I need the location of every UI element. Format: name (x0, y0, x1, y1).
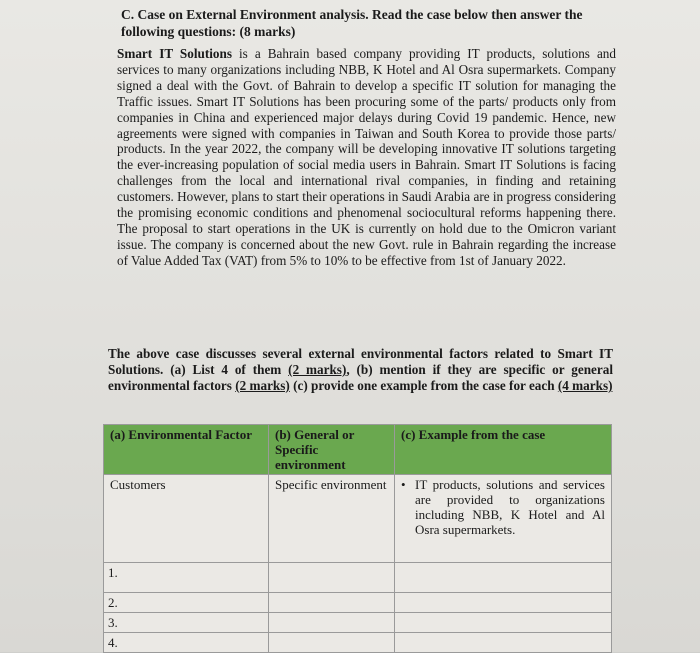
header-example: (c) Example from the case (395, 425, 612, 475)
row-example-cell[interactable] (395, 613, 612, 633)
answer-table (103, 424, 612, 653)
example-factor: Customers (104, 475, 269, 563)
question-title: C. Case on External Environment analysis. Read the case below then answer the following questions: (8 marks) (121, 7, 583, 39)
marks-c: (4 marks) (557, 378, 613, 393)
table-row (104, 613, 612, 633)
table-row (104, 633, 612, 653)
table-row (104, 593, 612, 613)
example-cell (395, 475, 612, 563)
row-example-cell[interactable] (395, 563, 612, 593)
instructions (108, 346, 613, 394)
instructions-part-2: , (b) mention if they are specific or general environmental factors (108, 362, 614, 393)
table-row (104, 563, 612, 593)
example-row (104, 475, 612, 563)
company-name: Smart IT Solutions (117, 46, 232, 61)
row-type-cell[interactable] (269, 633, 395, 653)
row-type-cell[interactable] (269, 593, 395, 613)
marks-a: (2 marks) (288, 362, 347, 377)
bullet-icon: • (401, 477, 406, 492)
header-general-or-specific: (b) General or Specific environment (269, 425, 395, 475)
example-text: IT products, solutions and services are provided to organizations including NBB, K Hotel and Al Osra supermarkets. (415, 477, 605, 537)
instructions-part-1: The above case discusses several external environmental factors related to Smart IT Solutions. (a) List 4 of them (108, 346, 613, 377)
row-number: 3. (104, 613, 269, 633)
row-type-cell[interactable] (269, 613, 395, 633)
row-number: 2. (104, 593, 269, 613)
marks-b: (2 marks) (235, 378, 290, 393)
case-paragraph (117, 46, 616, 269)
row-number: 4. (104, 633, 269, 653)
instructions-part-3: (c) provide one example from the case for each (289, 378, 558, 393)
row-number: 1. (104, 563, 269, 593)
case-body: is a Bahrain based company providing IT products, solutions and services to many organizations including NBB, K Hotel and Al Osra supermarkets. Company signed a deal with the Govt. of Bahrain to develop a specific IT solution for managing the Traffic issues. Smart IT Solutions has been procuring some of the parts/ products only from companies in China and experienced major delays during Covid 19 pandemic. Hence, new agreements were signed with companies in Taiwan and South Korea to provide those parts/ products. In the year 2022, the company will be developing innovative IT solutions targeting the ever-increasing population of social media users in Bahrain. Smart IT Solutions is facing challenges from the local and international rival companies, in finding and retaining customers. However, plans to start their operations in Saudi Arabia are in progress considering the promising economic conditions and phenomenal sociocultural reforms happening there. The proposal to start operations in the UK is currently on hold due to the Omicron variant issue. The company is concerned about the new Govt. rule in Bahrain regarding the increase of Value Added Tax (VAT) from 5% to 10% to be effective from 1st of January 2022. (117, 46, 616, 268)
example-type: Specific environment (269, 475, 395, 563)
row-example-cell[interactable] (395, 633, 612, 653)
row-type-cell[interactable] (269, 563, 395, 593)
header-environmental-factor: (a) Environmental Factor (104, 425, 269, 475)
row-example-cell[interactable] (395, 593, 612, 613)
